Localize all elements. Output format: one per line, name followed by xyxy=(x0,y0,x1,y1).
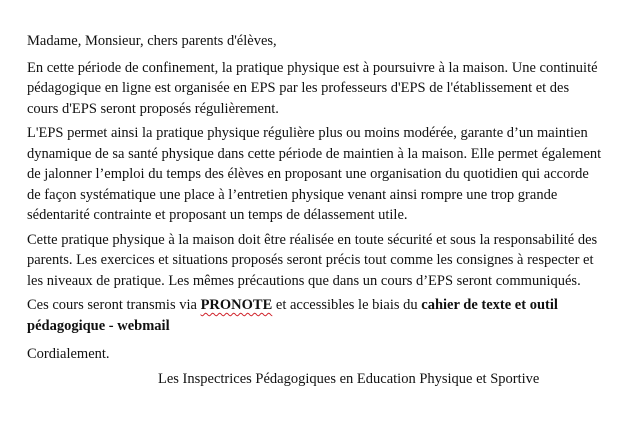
closing: Cordialement. xyxy=(27,346,110,362)
salutation: Madame, Monsieur, chers parents d'élèves, xyxy=(27,33,277,49)
webmail-tool-reference: cahier de texte et outil pédagogique - webmail xyxy=(27,297,558,334)
transmission-text-middle: et accessibles le biais du xyxy=(272,297,422,313)
paragraph-benefits: L'EPS permet ainsi la pratique physique régulière plus ou moins modérée, garante d’un maintien dynamique de sa santé physique dans cette période de maintien à la maison. Elle permet également de jalonner l’emploi du temps des élèves en proposant une organisation du quotidien qui accorde de façon systématique une place à l’entretien physique venant ainsi rompre une trop grande sédentarité contrainte et proposant un temps de délassement utile. xyxy=(27,125,602,223)
signature: Les Inspectrices Pédagogiques en Education Physique et Sportive xyxy=(158,370,540,387)
paragraph-safety: Cette pratique physique à la maison doit être réalisée en toute sécurité et sous la responsabilité des parents. Les exercices et situations proposés seront précis tout comme les consignes à respecter et les niveaux de pratique. Les mêmes précautions que dans un cours d’EPS seront communiqués. xyxy=(27,231,598,289)
paragraph-continuity: En cette période de confinement, la pratique physique est à poursuivre à la maison. Une continuité pédagogique en ligne est organisée en EPS par les professeurs d'EPS de l'établissement et des cours d'EPS seront proposés régulièrement. xyxy=(27,59,598,117)
pronote-keyword: PRONOTE xyxy=(200,297,273,313)
paragraph-transmission xyxy=(27,295,602,336)
letter-document xyxy=(27,31,602,393)
transmission-text-start: Ces cours seront transmis via xyxy=(27,297,201,313)
